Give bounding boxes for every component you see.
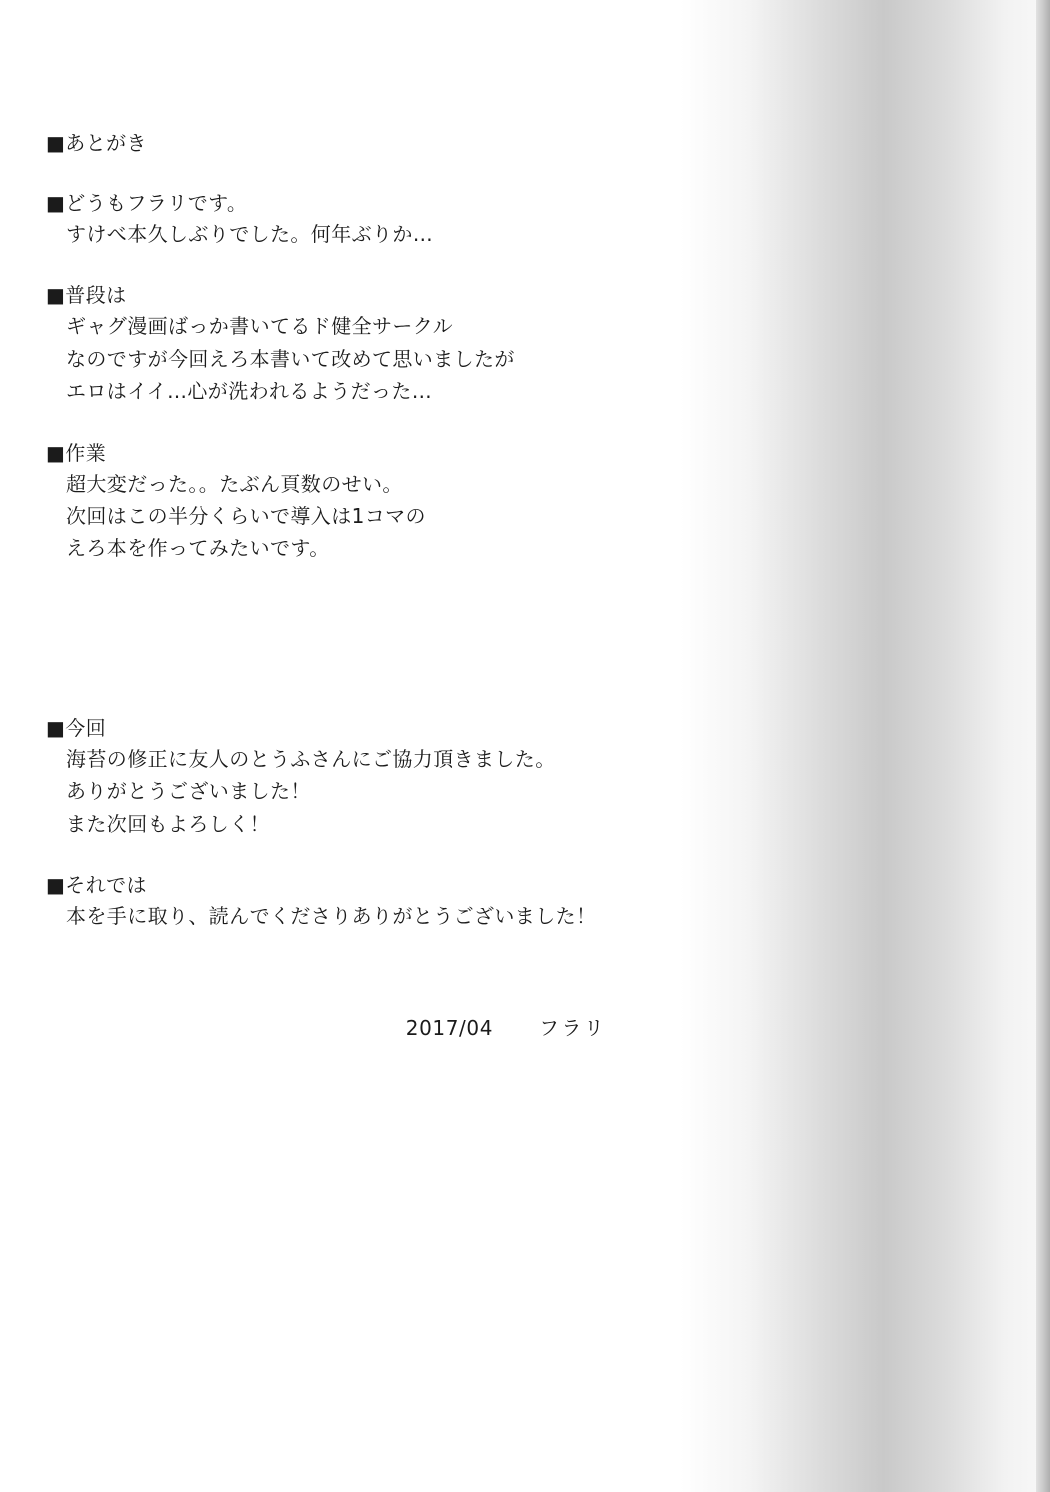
section-spacer (46, 595, 686, 713)
signature-name: フラリ (539, 1016, 607, 1041)
afterword-block (46, 280, 686, 407)
afterword-block (46, 438, 686, 565)
block-heading: ■普段は (46, 283, 127, 308)
afterword-text-column (46, 128, 686, 1065)
block-line: 海苔の修正に友人のとうふさんにご協力頂きました。 (66, 746, 556, 771)
block-line: すけべ本久しぶりでした。何年ぶりか… (66, 222, 434, 246)
afterword-block (46, 870, 686, 932)
block-heading: ■どうもフラリです。 (46, 191, 248, 215)
block-heading: ■作業 (46, 440, 107, 465)
block-line: ギャグ漫画ばっか書いてるド健全サークル (66, 314, 453, 339)
block-heading: ■今回 (46, 715, 107, 740)
block-line: ありがとうございました！ (66, 779, 311, 804)
block-heading: ■あとがき (46, 131, 147, 155)
signature-date: 2017/04 (405, 1016, 494, 1041)
afterword-block (46, 188, 686, 250)
block-line: また次回もよろしく！ (66, 811, 270, 836)
block-heading: ■それでは (46, 872, 147, 897)
scan-page-edge (1036, 0, 1050, 1492)
scan-gutter-shadow (680, 0, 1050, 1492)
block-line: エロはイイ…心が洗われるようだった… (66, 379, 433, 404)
block-line: 超大変だった。。たぶん頁数のせい。 (66, 471, 403, 496)
block-line: えろ本を作ってみたいです。 (66, 536, 330, 561)
block-line: 本を手に取り、読んでくださりありがとうございました！ (66, 903, 597, 928)
block-line: なのですが今回えろ本書いて改めて思いましたが (66, 346, 515, 371)
afterword-block (46, 128, 686, 158)
signature (46, 988, 686, 1065)
block-line: 次回はこの半分くらいで導入は1コマの (66, 503, 426, 528)
afterword-block (46, 713, 686, 840)
